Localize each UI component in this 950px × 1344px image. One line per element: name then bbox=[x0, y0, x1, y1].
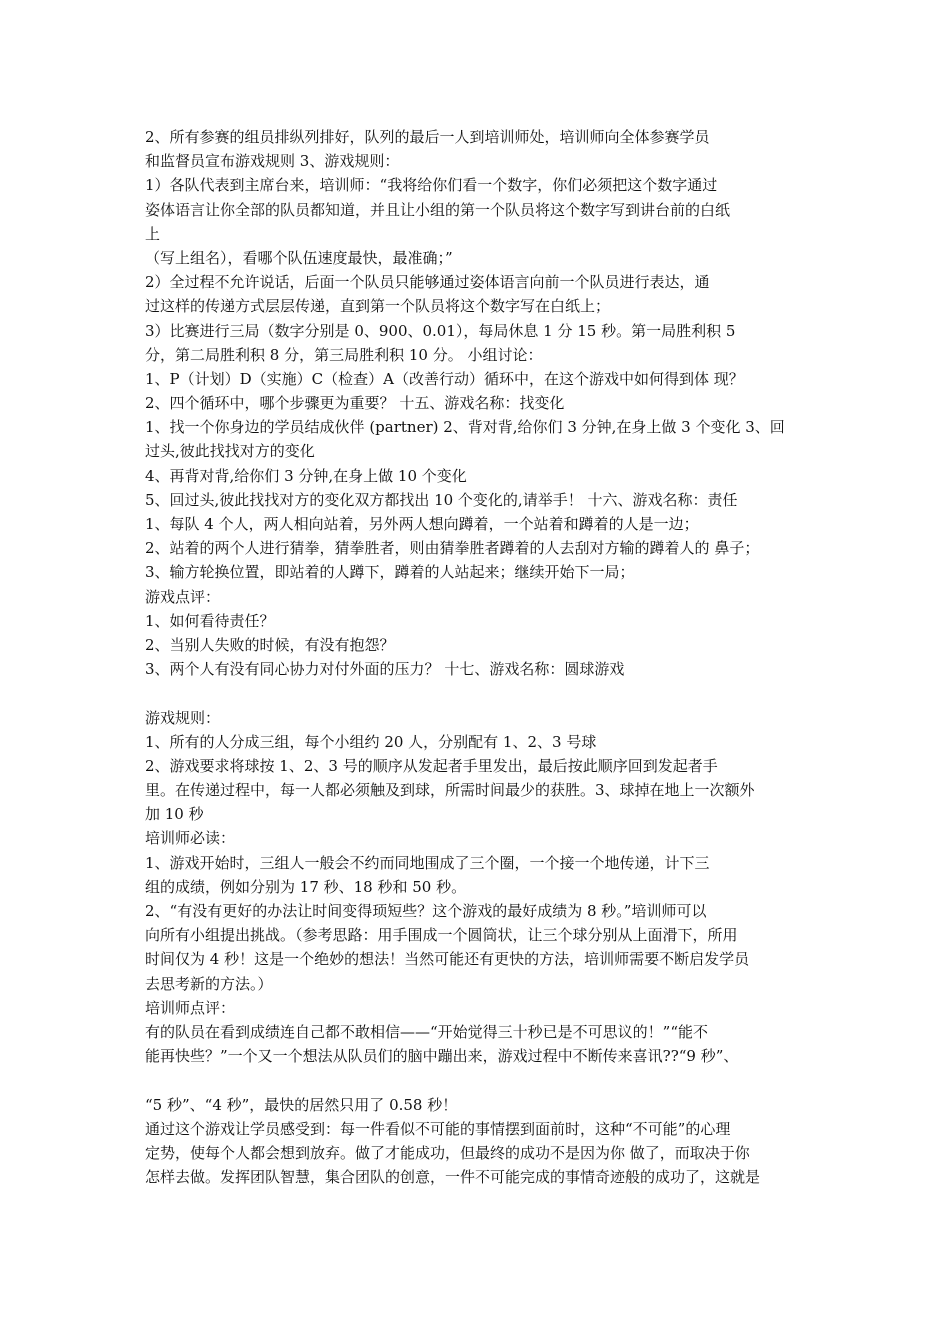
text-line: 游戏点评： bbox=[145, 587, 221, 606]
text-line: 上 bbox=[145, 224, 161, 243]
text-line: 培训师必读： bbox=[145, 829, 236, 848]
text-line: 2、站着的两个人进行猜拳，猜拳胜者，则由猜拳胜者蹲着的人去刮对方输的蹲着人的 鼻子； bbox=[145, 539, 760, 558]
blank-line bbox=[145, 681, 825, 705]
text-line: 有的队员在看到成绩连自己都不敢相信——“开始觉得三十秒已是不可思议的！”“能不 bbox=[145, 1022, 709, 1041]
text-line: 1、游戏开始时，三组人一般会不约而同地围成了三个圈，一个接一个地传递，计下三 bbox=[145, 853, 710, 872]
text-line: 通过这个游戏让学员感受到：每一件看似不可能的事情摆到面前时，这种“不可能”的心理 bbox=[145, 1119, 731, 1138]
text-line: （写上组名），看哪个队伍速度最快，最准确；” bbox=[145, 248, 453, 267]
text-line: 时间仅为 4 秒！这是一个绝妙的想法！当然可能还有更快的方法，培训师需要不断启发学员 bbox=[145, 950, 750, 969]
text-line: 和监督员宣布游戏规则 3、游戏规则： bbox=[145, 152, 400, 171]
text-line: 1、找一个你身边的学员结成伙伴 (partner) 2、背对背,给你们 3 分钟,在身上做 3 个变化 3、回 bbox=[145, 418, 785, 437]
text-line: 能再快些？”一个又一个想法从队员们的脑中蹦出来，游戏过程中不断传来喜讯??“9 秒”、 bbox=[145, 1047, 739, 1066]
text-line: 4、再背对背,给你们 3 分钟,在身上做 10 个变化 bbox=[145, 466, 467, 485]
text-line: 分，第二局胜利积 8 分，第三局胜利积 10 分。 小组讨论： bbox=[145, 345, 543, 364]
text-line: 组的成绩，例如分别为 17 秒、18 秒和 50 秒。 bbox=[145, 877, 467, 896]
text-line: 向所有小组提出挑战。（参考思路：用手围成一个圆筒状，让三个球分别从上面滑下，所用 bbox=[145, 926, 738, 945]
text-line: 3、输方轮换位置，即站着的人蹲下，蹲着的人站起来；继续开始下一局； bbox=[145, 563, 635, 582]
text-line: “5 秒”、“4 秒”，最快的居然只用了 0.58 秒！ bbox=[145, 1095, 458, 1114]
text-line: 2、当别人失败的时候，有没有抱怨？ bbox=[145, 635, 395, 654]
text-line: 2、四个循环中，哪个步骤更为重要？ 十五、游戏名称：找变化 bbox=[145, 394, 565, 413]
text-line: 培训师点评： bbox=[145, 998, 236, 1017]
text-line: 1、每队 4 个人，两人相向站着，另外两人想向蹲着，一个站着和蹲着的人是一边； bbox=[145, 515, 699, 533]
text-line: 1、所有的人分成三组，每个小组约 20 人，分别配有 1、2、3 号球 bbox=[145, 732, 597, 751]
text-line: 1）各队代表到主席台来，培训师：“我将给你们看一个数字，你们必须把这个数字通过 bbox=[145, 176, 718, 195]
document-body bbox=[145, 125, 825, 1189]
blank-line bbox=[145, 1068, 825, 1092]
text-line: 过这样的传递方式层层传递，直到第一个队员将这个数字写在白纸上； bbox=[145, 297, 611, 316]
text-line: 3）比赛进行三局（数字分别是 0、900、0.01），每局休息 1 分 15 秒。第一局胜利积 5 bbox=[145, 321, 736, 340]
text-line: 1、如何看待责任？ bbox=[145, 611, 275, 630]
text-line: 游戏规则： bbox=[145, 708, 221, 727]
text-line: 1、P（计划）D（实施）C（检查）A（改善行动）循环中，在这个游戏中如何得到体 现？ bbox=[145, 369, 744, 388]
text-line: 3、两个人有没有同心协力对付外面的压力？ 十七、游戏名称：圆球游戏 bbox=[145, 660, 625, 679]
text-line: 去思考新的方法。） bbox=[145, 974, 273, 993]
text-line: 5、回过头,彼此找找对方的变化双方都找出 10 个变化的,请举手！ 十六、游戏名称：责任 bbox=[145, 490, 738, 509]
text-line: 里。在传递过程中，每一人都必须触及到球，所需时间最少的获胜。3、球掉在地上一次额外 bbox=[145, 781, 755, 800]
text-line: 过头,彼此找找对方的变化 bbox=[145, 442, 315, 461]
text-line: 2）全过程不允许说话，后面一个队员只能够通过姿体语言向前一个队员进行表达，通 bbox=[145, 273, 710, 292]
text-line: 姿体语言让你全部的队员都知道，并且让小组的第一个队员将这个数字写到讲台前的白纸 bbox=[145, 200, 731, 219]
text-line: 定势，使每个人都会想到放弃。做了才能成功，但最终的成功不是因为你 做了，而取决于你 bbox=[145, 1143, 750, 1162]
text-line: 怎样去做。发挥团队智慧，集合团队的创意，一件不可能完成的事情奇迹般的成功了，这就是 bbox=[145, 1168, 761, 1187]
text-line: 2、“有没有更好的办法让时间变得顼短些？这个游戏的最好成绩为 8 秒。”培训师可以 bbox=[145, 902, 707, 920]
text-line: 2、所有参赛的组员排纵列排好，队列的最后一人到培训师处，培训师向全体参赛学员 bbox=[145, 128, 710, 146]
text-line: 加 10 秒 bbox=[145, 805, 204, 824]
text-line: 2、游戏要求将球按 1、2、3 号的顺序从发起者手里发出，最后按此顺序回到发起者手 bbox=[145, 756, 718, 775]
